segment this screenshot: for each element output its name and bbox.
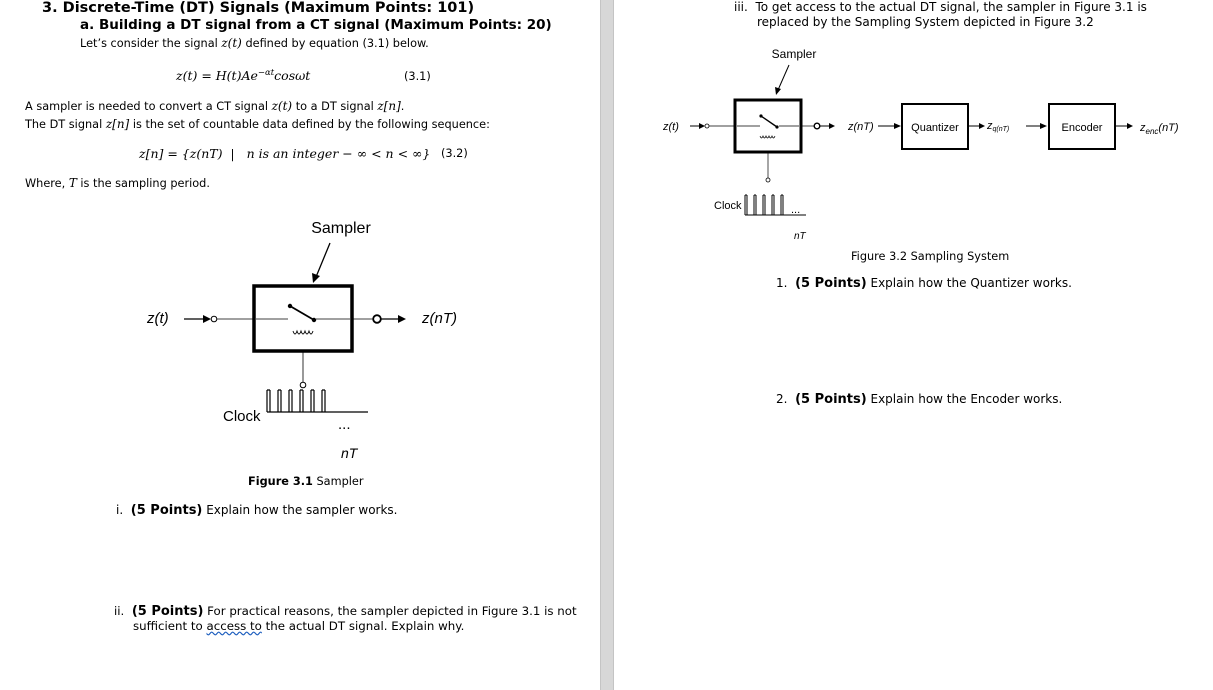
clock-connection bbox=[766, 152, 770, 182]
output-arrow bbox=[352, 315, 406, 323]
clock-label: Clock bbox=[714, 200, 742, 212]
equation-3-1: $z(t) = H(t)Ae^{-\alpha t}\cos\omega t$ bbox=[176, 68, 311, 84]
figure-3-1-sampler-diagram bbox=[130, 210, 490, 475]
equation-3-2-number: (3.2) bbox=[441, 147, 468, 160]
encoded-signal-label: $z_{enc}(nT)$ bbox=[1140, 122, 1179, 136]
equation-3-1-number: (3.1) bbox=[404, 70, 431, 83]
sampled-to-quantizer-arrow bbox=[878, 123, 901, 129]
spellcheck-underlined-phrase[interactable]: access to bbox=[206, 619, 262, 633]
subsection-title: Building a DT signal from a CT signal (Maximum Points: 20) bbox=[98, 17, 552, 33]
nt-label: nT bbox=[794, 231, 806, 242]
quantized-to-encoder-arrow bbox=[1026, 123, 1047, 129]
subsection-heading bbox=[80, 17, 552, 33]
clock-pulse-train bbox=[267, 390, 325, 412]
subsection-label: a. bbox=[80, 17, 95, 33]
output-signal-label: z(nT) bbox=[422, 310, 457, 327]
question-1-quantizer: 1. (5 Points) Explain how the Quantizer works. bbox=[776, 276, 1072, 291]
encoder-output-arrow bbox=[1115, 123, 1133, 129]
equation-3-2: z[n] = {z(nT) | n is an integer − ∞ < n < ∞} bbox=[139, 146, 431, 161]
figure-3-1-caption: Figure 3.1 Sampler bbox=[248, 475, 364, 488]
sampler-label: Sampler bbox=[771, 47, 817, 61]
sampler-box bbox=[254, 286, 352, 351]
document-page-left bbox=[0, 0, 600, 690]
encoder-label: Encoder bbox=[1061, 122, 1103, 134]
question-ii: ii. (5 Points) For practical reasons, the sampler depicted in Figure 3.1 is not bbox=[114, 604, 577, 619]
section-title: Discrete-Time (DT) Signals (Maximum Points: 101) bbox=[62, 0, 475, 16]
input-signal-label: z(t) bbox=[663, 121, 679, 133]
intro-text: Let’s consider the signal z(t) defined by equation (3.1) below. bbox=[80, 36, 429, 50]
clock-pulse-train bbox=[745, 195, 783, 215]
question-2-encoder: 2. (5 Points) Explain how the Encoder works. bbox=[776, 392, 1063, 407]
sampler-pointer-arrow bbox=[312, 243, 330, 283]
question-iii: iii. To get access to the actual DT signal, the sampler in Figure 3.1 is bbox=[734, 0, 1147, 14]
quantized-signal-label: zq(nT) bbox=[987, 120, 1010, 133]
document-page-right bbox=[614, 0, 1213, 690]
sampled-output-arrow bbox=[801, 123, 835, 129]
sampler-need-text: A sampler is needed to convert a CT signal z(t) to a DT signal z[n]. bbox=[25, 99, 405, 113]
question-iii-line-2: replaced by the Sampling System depicted in Figure 3.2 bbox=[757, 15, 1094, 29]
section-heading bbox=[42, 0, 474, 16]
figure-3-2-caption: Figure 3.2 Sampling System bbox=[851, 250, 1010, 263]
sampler-pointer-arrow bbox=[775, 65, 789, 95]
page-gutter bbox=[600, 0, 614, 690]
question-i: i. (5 Points) Explain how the sampler works. bbox=[116, 503, 398, 518]
dt-signal-definition-text: The DT signal z[n] is the set of countable data defined by the following sequence: bbox=[25, 117, 490, 131]
clock-ellipsis: ... bbox=[791, 204, 801, 216]
figure-3-2-sampling-system-diagram bbox=[654, 40, 1209, 245]
question-ii-line-2: sufficient to access to the actual DT signal. Explain why. bbox=[133, 619, 465, 633]
input-arrow bbox=[184, 315, 254, 323]
sampled-signal-label: z(nT) bbox=[848, 121, 874, 133]
input-arrow bbox=[690, 123, 735, 129]
input-signal-label: z(t) bbox=[147, 310, 169, 327]
nt-label: nT bbox=[341, 445, 358, 461]
clock-connection bbox=[300, 351, 306, 388]
where-text: Where, T is the sampling period. bbox=[25, 176, 210, 190]
section-number: 3. bbox=[42, 0, 58, 16]
quantizer-output-arrow bbox=[968, 123, 985, 129]
quantizer-label: Quantizer bbox=[911, 122, 959, 134]
sampler-label: Sampler bbox=[311, 220, 371, 237]
clock-label: Clock bbox=[223, 408, 261, 425]
clock-ellipsis: ... bbox=[338, 416, 351, 433]
